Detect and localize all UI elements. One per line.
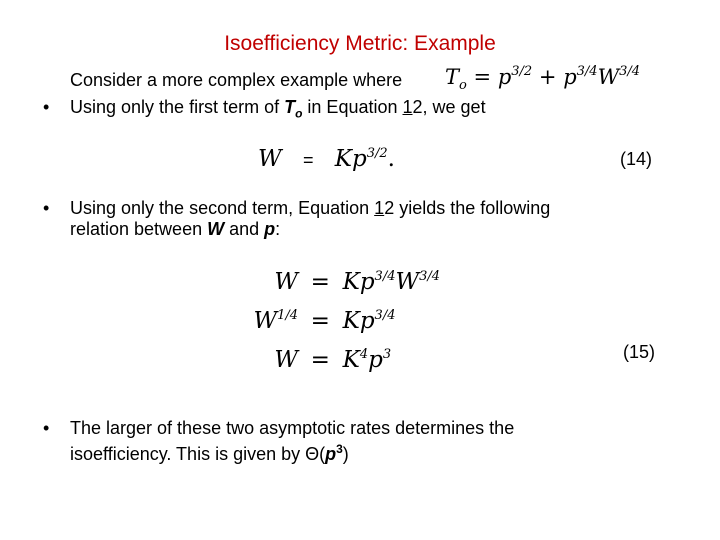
equation-15 <box>234 260 440 377</box>
bullet1-text: Using only the first term of $T_o$ in Equation 12, we get <box>70 97 486 121</box>
intro-formula: $T_o = p^{3/2} + p^{3/4}W^{3/4}$ <box>445 64 641 94</box>
equation-15-row-3: $W = K^4p^3$ <box>274 347 392 373</box>
equation-15-row-2: $W^{1/4} = Kp^{3/4}$ <box>253 308 396 334</box>
intro-text: Consider a more complex example where <box>70 70 403 90</box>
slide-title: Isoefficiency Metric: Example <box>224 32 496 55</box>
equation-14: $W = Kp^{3/2}$. <box>258 146 395 172</box>
bullet2-line2: relation between W and p: <box>70 219 281 239</box>
bullet-marker: • <box>43 198 50 218</box>
equation-link[interactable]: 1 <box>402 97 413 117</box>
equation-15-number: (15) <box>623 342 656 362</box>
equation-link[interactable]: 1 <box>374 198 385 218</box>
bullet2-line1: Using only the second term, Equation 12 yields the following <box>70 198 551 218</box>
bullet3-line1: The larger of these two asymptotic rates determines the <box>70 418 515 438</box>
equation-14-number: (14) <box>620 149 653 169</box>
bullet-marker: • <box>43 418 50 438</box>
bullet-marker: • <box>43 97 50 117</box>
equation-15-row-1: $W = Kp^{3/4}W^{3/4}$ <box>274 269 441 295</box>
bullet3-line2: isoefficiency. This is given by $\Theta(p^3)$ <box>70 442 349 464</box>
